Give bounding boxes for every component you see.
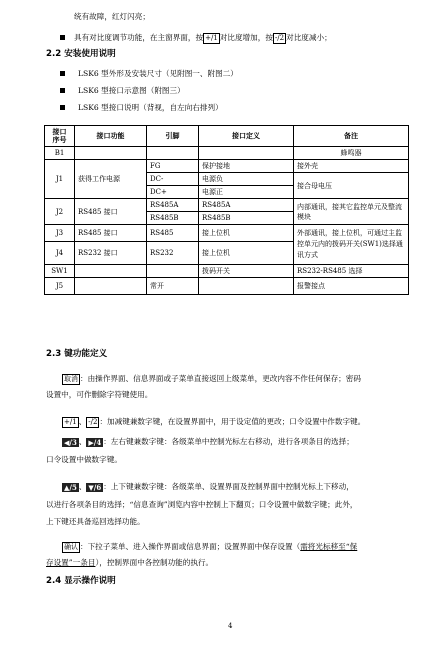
cell-j2-id: J2 xyxy=(45,199,75,225)
continued-text: 统有故障，红灯闪亮； xyxy=(74,12,150,21)
updown-key-line1 xyxy=(62,481,354,492)
cell-j2-pin-b: RS485B xyxy=(147,212,199,225)
cell-b1-id: B1 xyxy=(45,147,75,160)
key-cancel: 取消 xyxy=(64,374,78,383)
updown-key-line2: 以进行各项条目的选择；“信息查询”浏览内容中控制上下翻页；口令设置中做数字键；此外， xyxy=(46,500,358,509)
contrast-item xyxy=(74,32,332,44)
cell-b1-def xyxy=(199,147,294,160)
cell-j1-def-fg: 保护接地 xyxy=(199,160,294,173)
leftright-key-line2: 口令设置中做数字键。 xyxy=(46,455,122,464)
plusminus-key-line xyxy=(62,416,365,428)
confirm-text1a: ：下拉子菜单、进入操作界面或信息界面；设置界面中保存设置（ xyxy=(80,542,301,551)
key-up-5: ▲/5 xyxy=(64,482,77,492)
cancel-text1: ：由操作界面、信息界面或子菜单直接返回上级菜单，更改内容不作任何保存；密码 xyxy=(80,374,361,383)
install-item-3: LSK6 型接口说明（背视，自左向右排列） xyxy=(78,103,223,112)
bullet-icon xyxy=(60,35,65,40)
confirm-text1b: 需将光标移至“保 xyxy=(300,542,358,551)
updown-text1: ：上下键兼数字键：各级菜单、设置界面及控制界面中控制光标上下移动， xyxy=(103,482,354,491)
section-2-2-title: 2.2 安装使用说明 xyxy=(46,49,116,59)
leftright-key-line1 xyxy=(62,436,354,447)
cell-sw1-id: SW1 xyxy=(45,265,75,278)
header-pin: 引脚 xyxy=(147,126,199,147)
contrast-text-pre: 具有对比度调节功能，在主窗界面，按 xyxy=(74,33,204,42)
cell-sw1-pin xyxy=(147,265,199,278)
key-minus-2: -/2 xyxy=(88,417,98,426)
cell-b1-note: 蜂鸣器 xyxy=(294,147,409,160)
header-definition: 接口定义 xyxy=(199,126,294,147)
plusminus-text: ：加减键兼数字键，在设置界面中，用于设定值的更改；口令设置中作数字键。 xyxy=(99,417,366,426)
cell-j1-func: 获得工作电源 xyxy=(75,160,147,199)
install-item-2: LSK6 型接口示意图（附图三） xyxy=(78,86,185,95)
install-item-1: LSK6 型外形及安装尺寸（见附图一、附图二） xyxy=(78,69,238,78)
cell-sw1-func xyxy=(75,265,147,278)
cell-j3-id: J3 xyxy=(45,225,75,242)
contrast-text-post: 对比度减小； xyxy=(286,33,332,42)
table-header-row xyxy=(45,126,409,147)
cell-b1-pin xyxy=(147,147,199,160)
updown-key-line3: 上下键还具备巡回选择功能。 xyxy=(46,517,145,526)
key-down-6: ▼/6 xyxy=(88,482,102,492)
cell-b1-func xyxy=(75,147,147,160)
key-plus-1: +/1 xyxy=(205,33,218,42)
cell-j1-note2: 接合母电压 xyxy=(294,173,409,199)
cancel-key-line1 xyxy=(62,373,361,385)
header-port-no: 接口 序号 xyxy=(45,126,75,147)
updown-sep: 、 xyxy=(78,482,87,491)
bullet-icon xyxy=(60,88,65,93)
plusminus-sep: 、 xyxy=(78,417,87,426)
cell-j2-def-a: RS485A xyxy=(199,199,294,212)
contrast-text-mid: 对比度增加，按 xyxy=(219,33,273,42)
confirm-text2a: 存设置”一条目 xyxy=(46,558,96,567)
table-row xyxy=(45,265,409,278)
key-left-3: ◀/3 xyxy=(64,437,77,447)
cell-j1-note1: 接外壳 xyxy=(294,160,409,173)
cell-j1-pin-dcm: DC- xyxy=(147,173,199,186)
key-right-4: ▶/4 xyxy=(88,437,102,447)
table-row xyxy=(45,199,409,212)
cell-j3-def: 接上位机 xyxy=(199,225,294,242)
cell-j2-def-b: RS485B xyxy=(199,212,294,225)
section-2-3-title: 2.3 键功能定义 xyxy=(46,349,108,359)
bullet-icon xyxy=(60,105,65,110)
table-row xyxy=(45,225,409,242)
cell-j1-id: J1 xyxy=(45,160,75,199)
cell-sw1-def: 拨码开关 xyxy=(199,265,294,278)
bullet-icon xyxy=(60,71,65,76)
cell-j5-note: 报警接点 xyxy=(294,278,409,295)
page-number: 4 xyxy=(228,622,233,630)
table-row xyxy=(45,278,409,295)
cell-j4-func: RS232 接口 xyxy=(75,242,147,265)
cell-j2-note: 内部通讯，接其它监控单元及整流模块 xyxy=(294,199,409,225)
key-plus-1: +/1 xyxy=(64,417,77,426)
cell-j1-pin-dcp: DC+ xyxy=(147,186,199,199)
cell-j1-def-dcp: 电源正 xyxy=(199,186,294,199)
cell-j3-func: RS485 接口 xyxy=(75,225,147,242)
key-confirm: 确认 xyxy=(64,542,78,551)
confirm-key-line1 xyxy=(62,541,357,553)
confirm-text2b: ），控制界面中各控制功能的执行。 xyxy=(95,558,214,567)
cell-j5-def xyxy=(199,278,294,295)
cell-j5-func xyxy=(75,278,147,295)
cell-j5-id: J5 xyxy=(45,278,75,295)
cell-j4-id: J4 xyxy=(45,242,75,265)
cell-j4-pin: RS232 xyxy=(147,242,199,265)
cell-j5-pin: 常开 xyxy=(147,278,199,295)
cell-j1-def-dcm: 电源负 xyxy=(199,173,294,186)
table-row xyxy=(45,147,409,160)
confirm-key-line2 xyxy=(46,557,213,568)
cell-j2-pin-a: RS485A xyxy=(147,199,199,212)
cell-j34-note: 外部通讯，接上位机，可通过主监控单元内的拨码开关(SW1)选择通讯方式 xyxy=(294,225,409,265)
table-row xyxy=(45,160,409,173)
cell-j4-def: 接上位机 xyxy=(199,242,294,265)
cell-j1-pin-fg: FG xyxy=(147,160,199,173)
leftright-text1: ：左右键兼数字键：各级菜单中控制光标左右移动，进行各项条目的选择； xyxy=(103,437,354,446)
interface-table xyxy=(44,125,409,295)
key-minus-2: -/2 xyxy=(274,33,285,42)
header-note: 备注 xyxy=(294,126,409,147)
cell-j2-func: RS485 接口 xyxy=(75,199,147,225)
section-2-4-title: 2.4 显示操作说明 xyxy=(46,576,116,586)
leftright-sep: 、 xyxy=(78,437,87,446)
header-function: 接口功能 xyxy=(75,126,147,147)
cell-j3-pin: RS485 xyxy=(147,225,199,242)
cell-sw1-note: RS232-RS485 选择 xyxy=(294,265,409,278)
cancel-key-line2: 设置中，可作删除字符键使用。 xyxy=(46,390,153,399)
